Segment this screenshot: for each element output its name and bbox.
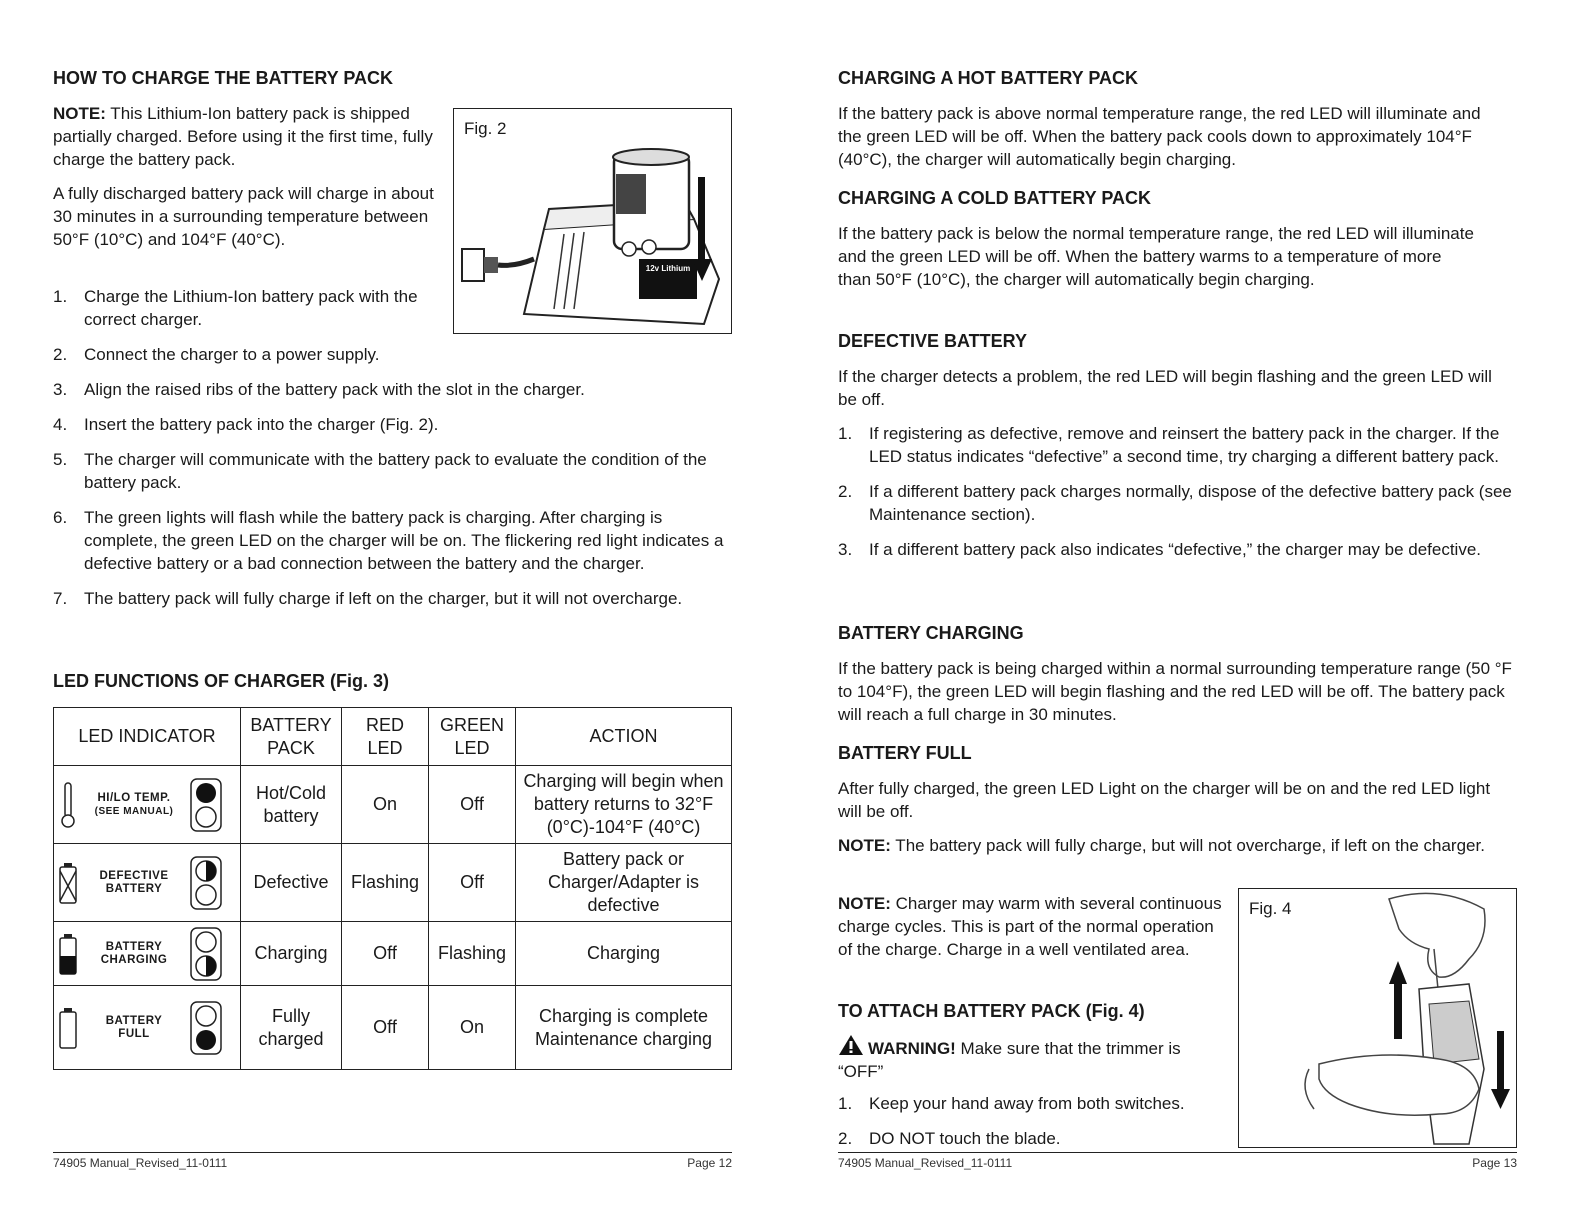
action-cell: Charging is complete Maintenance charging	[516, 986, 732, 1070]
attach-battery-illustration	[1239, 889, 1516, 1147]
footer-page-number: Page 12	[687, 1156, 732, 1170]
list-item: 4. Insert the battery pack into the charger (Fig. 2).	[53, 415, 439, 434]
note-text: The battery pack will fully charge, but will not overcharge, if left on the charger.	[890, 836, 1485, 855]
table-row	[54, 986, 732, 1070]
cold-paragraph: If the battery pack is below the normal temperature range, the red LED will illuminate and the green LED will be off. When the battery warms to a temperature of more than 50°F (10°C), the charger will automatically begin charging.	[838, 224, 1474, 289]
charging-paragraph: If the battery pack is being charged within a normal surrounding temperature range (50 °F to 104°F), the green LED will begin flashing and the red LED will be off. The battery pack will reach a full charge in 30 minutes.	[838, 659, 1512, 724]
green-led-cell: On	[429, 986, 516, 1070]
warning-icon	[838, 1034, 864, 1056]
list-item: 2. If a different battery pack charges normally, dispose of the defective battery pack (see Maintenance section).	[838, 482, 1512, 524]
heading-cold-battery: CHARGING A COLD BATTERY PACK	[838, 188, 1151, 208]
green-led-cell: Off	[429, 766, 516, 844]
red-led-cell: On	[342, 766, 429, 844]
header-battery-pack: BATTERY PACK	[241, 708, 342, 766]
list-item: 1. Keep your hand away from both switches.	[838, 1094, 1185, 1113]
battery-full-icon	[58, 1006, 78, 1050]
header-red-led: RED LED	[342, 708, 429, 766]
note-text: Charger may warm with several continuous charge cycles. This is part of the normal operation of the charge. Charge in a well ventilated area.	[838, 894, 1222, 959]
thermometer-icon	[58, 781, 78, 829]
warning-label: WARNING!	[868, 1039, 956, 1058]
left-page	[53, 0, 733, 1224]
warning-paragraph	[838, 1034, 1228, 1083]
hot-paragraph: If the battery pack is above normal temperature range, the red LED will illuminate and the green LED will be off. When the battery pack cools down to approximately 104°F (40°C), the charger will automatically begin charging.	[838, 104, 1481, 169]
note-paragraph	[53, 102, 438, 171]
full-paragraph: After fully charged, the green LED Light on the charger will be on and the red LED light will be off.	[838, 779, 1491, 821]
defective-battery-icon	[58, 861, 78, 905]
defective-paragraph: If the charger detects a problem, the red LED will begin flashing and the green LED will be off.	[838, 367, 1492, 409]
battery-charging-icon	[58, 932, 78, 976]
indicator-label: BATTERY FULL	[105, 1014, 163, 1040]
list-item: 5. The charger will communicate with the battery pack to evaluate the condition of the battery pack.	[53, 450, 707, 492]
pack-cell: Defective	[241, 844, 342, 922]
list-item: 3. Align the raised ribs of the battery pack with the slot in the charger.	[53, 380, 585, 399]
defective-steps-list	[838, 422, 1518, 561]
right-page	[838, 0, 1518, 1224]
action-cell: Charging will begin when battery returns to 32°F (0°C)-104°F (40°C)	[516, 766, 732, 844]
table-row	[54, 766, 732, 844]
heading-attach: TO ATTACH BATTERY PACK (Fig. 4)	[838, 1001, 1145, 1021]
led-functions-table	[53, 707, 732, 1070]
table-header-row	[54, 708, 732, 766]
footer-doc-id: 74905 Manual_Revised_11-0111	[53, 1156, 228, 1170]
led-red-on-icon	[190, 778, 222, 832]
indicator-cell	[54, 922, 241, 986]
charger-badge: 12v Lithium	[645, 264, 691, 273]
heading-how-to-charge: HOW TO CHARGE THE BATTERY PACK	[53, 68, 394, 88]
heading-defective: DEFECTIVE BATTERY	[838, 331, 1028, 351]
note-label: NOTE:	[838, 836, 891, 855]
attach-steps-list	[838, 1092, 1228, 1150]
indicator-label: DEFECTIVE BATTERY	[99, 869, 169, 895]
discharge-paragraph: A fully discharged battery pack will charge in about 30 minutes in a surrounding temperature between 50°F (10°C) and 104°F (40°C).	[53, 184, 434, 249]
list-item: 6. The green lights will flash while the battery pack is charging. After charging is complete, the green LED on the charger will be on. The flickering red light indicates a defective battery or a bad connection between the battery and the charger.	[53, 508, 724, 573]
red-led-cell: Off	[342, 986, 429, 1070]
list-item: 7. The battery pack will fully charge if left on the charger, but it will not overcharge.	[53, 589, 683, 608]
list-item: 2. Connect the charger to a power supply.	[53, 345, 380, 364]
footer-right-page	[838, 1152, 1517, 1170]
note-text: This Lithium-Ion battery pack is shipped partially charged. Before using it the first time, fully charge the battery pack.	[53, 104, 433, 169]
list-item: 2. DO NOT touch the blade.	[838, 1129, 1061, 1148]
red-led-cell: Off	[342, 922, 429, 986]
footer-page-number: Page 13	[1472, 1156, 1517, 1170]
indicator-label: BATTERY CHARGING	[100, 940, 168, 966]
footer-left-page	[53, 1152, 732, 1170]
led-green-flashing-icon	[190, 927, 222, 981]
action-cell: Charging	[516, 922, 732, 986]
pack-cell: Charging	[241, 922, 342, 986]
note-warm-paragraph	[838, 892, 1223, 961]
note-label: NOTE:	[53, 104, 106, 123]
list-item: 3. If a different battery pack also indicates “defective,” the charger may be defective.	[838, 540, 1482, 559]
list-item: 1. If registering as defective, remove and reinsert the battery pack in the charger. If the LED status indicates “defective” a second time, try charging a different battery pack.	[838, 424, 1500, 466]
table-row	[54, 922, 732, 986]
green-led-cell: Off	[429, 844, 516, 922]
header-action: ACTION	[516, 708, 732, 766]
pack-cell: Fully charged	[241, 986, 342, 1070]
led-red-flashing-icon	[190, 856, 222, 910]
footer-doc-id: 74905 Manual_Revised_11-0111	[838, 1156, 1013, 1170]
indicator-cell	[54, 766, 241, 844]
figure-4	[1238, 888, 1517, 1148]
heading-hot-battery: CHARGING A HOT BATTERY PACK	[838, 68, 1138, 88]
action-cell: Battery pack or Charger/Adapter is defective	[516, 844, 732, 922]
warning-text: Make sure that the trimmer is “OFF”	[838, 1039, 1181, 1081]
heading-led-functions: LED FUNCTIONS OF CHARGER (Fig. 3)	[53, 671, 389, 691]
figure-2-label: Fig. 2	[464, 119, 507, 138]
note-label: NOTE:	[838, 894, 891, 913]
indicator-cell	[54, 986, 241, 1070]
table-row	[54, 844, 732, 922]
led-green-on-icon	[190, 1001, 222, 1055]
heading-battery-full: BATTERY FULL	[838, 743, 972, 763]
pack-cell: Hot/Cold battery	[241, 766, 342, 844]
indicator-cell	[54, 844, 241, 922]
green-led-cell: Flashing	[429, 922, 516, 986]
header-led-indicator: LED INDICATOR	[54, 708, 241, 766]
figure-4-label: Fig. 4	[1249, 899, 1292, 918]
charge-steps-list	[53, 285, 733, 610]
list-item: 1. Charge the Lithium-Ion battery pack with the correct charger.	[53, 287, 418, 329]
heading-battery-charging: BATTERY CHARGING	[838, 623, 1024, 643]
indicator-label: HI/LO TEMP. (SEE MANUAL)	[94, 791, 174, 817]
note-overcharge-paragraph	[838, 834, 1508, 857]
red-led-cell: Flashing	[342, 844, 429, 922]
header-green-led: GREEN LED	[429, 708, 516, 766]
